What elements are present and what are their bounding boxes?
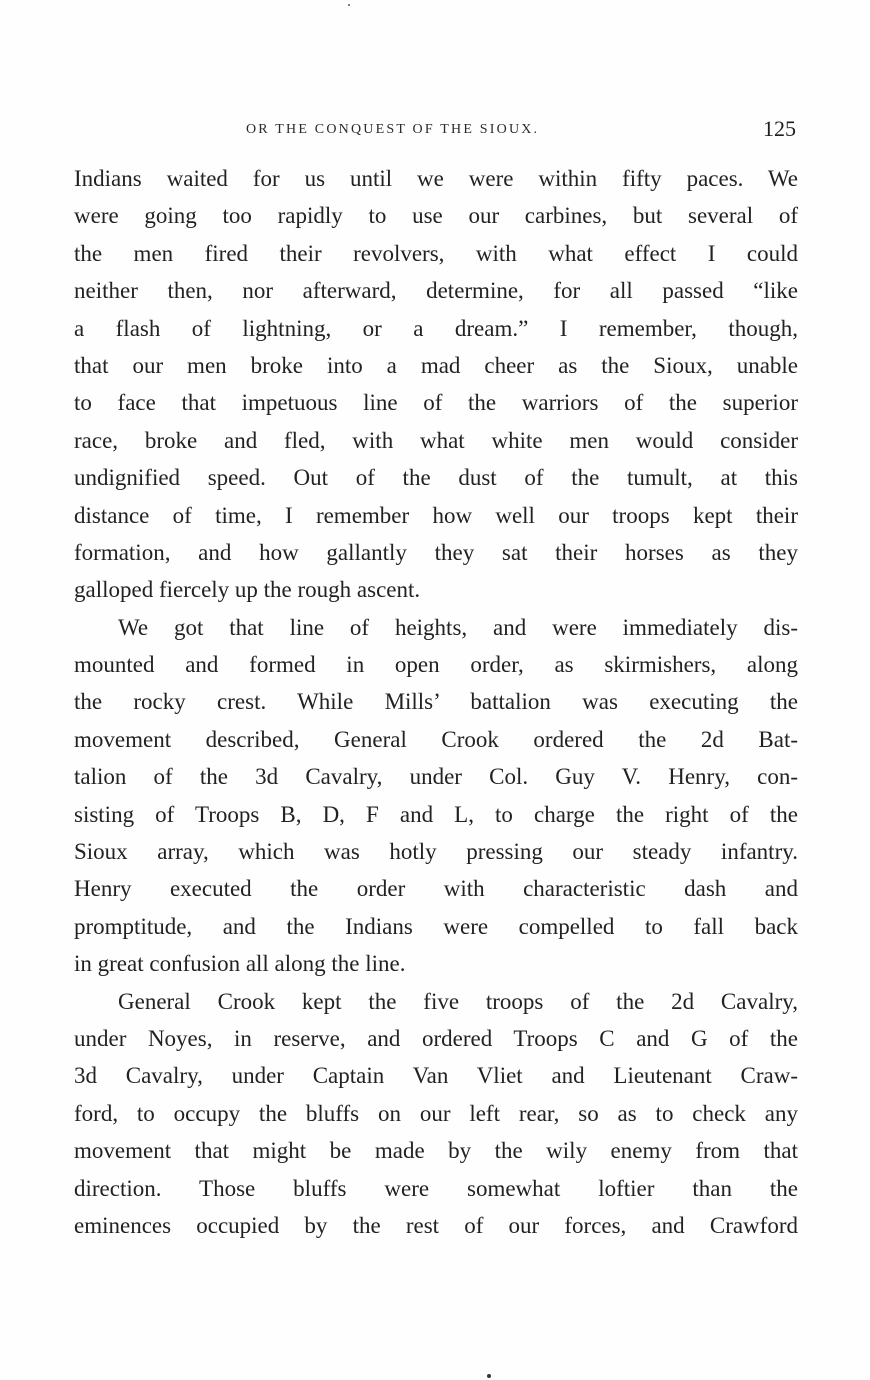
text-line: distance of time, I remember how well our troops kept their: [74, 502, 798, 528]
text-line: 3d Cavalry, under Captain Van Vliet and Lieutenant Craw-: [74, 1063, 798, 1089]
text-line: mounted and formed in open order, as skirmishers, along: [74, 652, 798, 678]
running-head: OR THE CONQUEST OF THE SIOUX.: [246, 122, 540, 137]
paper-speck: [348, 4, 350, 6]
paper-speck: [487, 1374, 491, 1378]
text-line: the men fired their revolvers, with what effect I could: [74, 240, 798, 266]
text-line: the rocky crest. While Mills’ battalion was executing the: [74, 689, 798, 715]
text-line: ford, to occupy the bluffs on our left rear, so as to check any: [74, 1100, 798, 1126]
text-line: eminences occupied by the rest of our forces, and Crawford: [74, 1212, 798, 1238]
text-line: Indians waited for us until we were within fifty paces. We: [74, 166, 798, 191]
page-header: [76, 116, 798, 146]
text-line: a flash of lightning, or a dream.” I remember, though,: [74, 315, 798, 341]
text-line: were going too rapidly to use our carbines, but several of: [74, 203, 798, 229]
text-line: talion of the 3d Cavalry, under Col. Guy V. Henry, con-: [74, 764, 798, 790]
text-line: movement described, General Crook ordered the 2d Bat-: [74, 726, 798, 752]
text-line: Henry executed the order with characteristic dash and: [74, 876, 798, 902]
text-line: that our men broke into a mad cheer as the Sioux, unable: [74, 352, 798, 378]
text-line: Sioux array, which was hotly pressing our steady infantry.: [74, 839, 798, 865]
text-line: to face that impetuous line of the warriors of the superior: [74, 390, 798, 416]
text-line: formation, and how gallantly they sat their horses as they: [74, 539, 798, 565]
body-text: [74, 160, 798, 1244]
text-line: race, broke and fled, with what white men would consider: [74, 427, 798, 453]
text-line: under Noyes, in reserve, and ordered Troops C and G of the: [74, 1025, 798, 1051]
text-line: promptitude, and the Indians were compelled to fall back: [74, 913, 798, 939]
text-line: in great confusion all along the line.: [74, 951, 406, 977]
paragraph-1: [74, 160, 798, 609]
text-line: We got that line of heights, and were immediately dis-: [118, 614, 798, 640]
paragraph-3: [74, 983, 798, 1245]
text-line: sisting of Troops B, D, F and L, to charge the right of the: [74, 801, 798, 827]
text-line: movement that might be made by the wily enemy from that: [74, 1138, 798, 1164]
text-line: General Crook kept the five troops of the 2d Cavalry,: [118, 988, 798, 1014]
paragraph-2: [74, 609, 798, 983]
text-line: undignified speed. Out of the dust of the tumult, at this: [74, 465, 798, 491]
text-line: galloped fiercely up the rough ascent.: [74, 577, 421, 603]
text-line: neither then, nor afterward, determine, for all passed “like: [74, 278, 798, 304]
text-line: direction. Those bluffs were somewhat loftier than the: [74, 1175, 798, 1201]
page-number: 125: [763, 116, 796, 141]
